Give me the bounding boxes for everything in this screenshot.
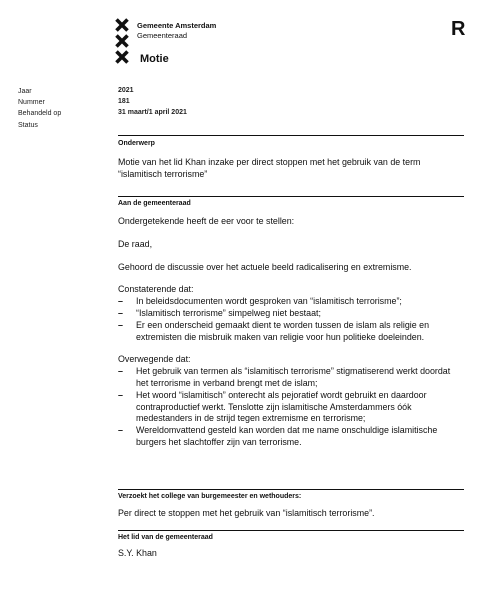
list-item: – “Islamitisch terrorisme” simpelweg niet bestaat; [118, 307, 321, 318]
list-item: – Wereldomvattend gesteld kan worden dat me name onschuldige islamitische burgers het slachtoffer zijn van terrorisme. [118, 425, 438, 447]
meta-value-jaar: 2021 [118, 87, 134, 94]
list-item: – Het gebruik van termen als “islamitisch terrorisme” stigmatiserend werkt doordat het terrorisme in verband brengt met de islam; [118, 366, 451, 388]
meta-label-status: Status [18, 121, 38, 129]
organization-sub: Gemeenteraad [137, 31, 188, 40]
gehoord-text: Gehoord de discussie over het actuele beeld radicalisering en extremisme. [118, 261, 412, 272]
divider [118, 135, 464, 136]
overwegende-title: Overwegende dat: [118, 354, 191, 365]
list-item: – Het woord “islamitisch” onterecht als pejoratief wordt gebruikt en daardoor contraproductief werkt. Tenslotte zijn islamitische Amsterdammers óók medestanders in de strijd tegen extremisme en terrorisme; [118, 389, 427, 424]
intro-text: Ondergetekende heeft de eer voor te stellen: [118, 216, 295, 226]
constaterende-list [118, 296, 464, 343]
onderwerp-text: Motie van het lid Khan inzake per direct stoppen met het gebruik van de term “islamitisch terrorisme” [118, 157, 421, 179]
signatory-name: S.Y. Khan [118, 548, 157, 558]
meta-value-nummer: 181 [118, 98, 130, 106]
meta-labels [18, 86, 61, 131]
divider [118, 196, 464, 197]
divider [118, 530, 464, 531]
meta-label-behandeld: Behandeld op [18, 110, 62, 118]
document-type-title: Motie [140, 53, 169, 65]
meta-label-nummer: Nummer [18, 99, 45, 107]
list-item: – In beleidsdocumenten wordt gesproken van “islamitisch terrorisme”; [118, 296, 402, 307]
aan-section-body [118, 216, 464, 449]
organization-name: Gemeente Amsterdam [137, 21, 217, 30]
letter-mark: R [451, 18, 466, 40]
meta-value-behandeld: 31 maart/1 april 2021 [118, 109, 187, 117]
section-label-verzoekt: Verzoekt het college van burgemeester en wethouders: [118, 493, 302, 500]
meta-values [118, 85, 187, 119]
list-item: – Er een onderscheid gemaakt dient te worden tussen de islam als religie en extremisten die misbruik maken van religie voor hun politieke doeleinden. [118, 319, 430, 342]
overwegende-list [118, 366, 464, 449]
verzoekt-text: Per direct te stoppen met het gebruik van “islamitisch terrorisme”. [118, 508, 375, 518]
amsterdam-xxx-logo-icon [115, 18, 129, 64]
section-label-lid: Het lid van de gemeenteraad [118, 534, 213, 541]
divider [118, 489, 464, 490]
organization-block [137, 21, 216, 41]
section-label-aan: Aan de gemeenteraad [118, 200, 191, 207]
section-label-onderwerp: Onderwerp [118, 140, 155, 147]
meta-label-jaar: Jaar [18, 88, 32, 95]
raad-text: De raad, [118, 238, 153, 249]
constaterende-title: Constaterende dat: [118, 284, 194, 295]
